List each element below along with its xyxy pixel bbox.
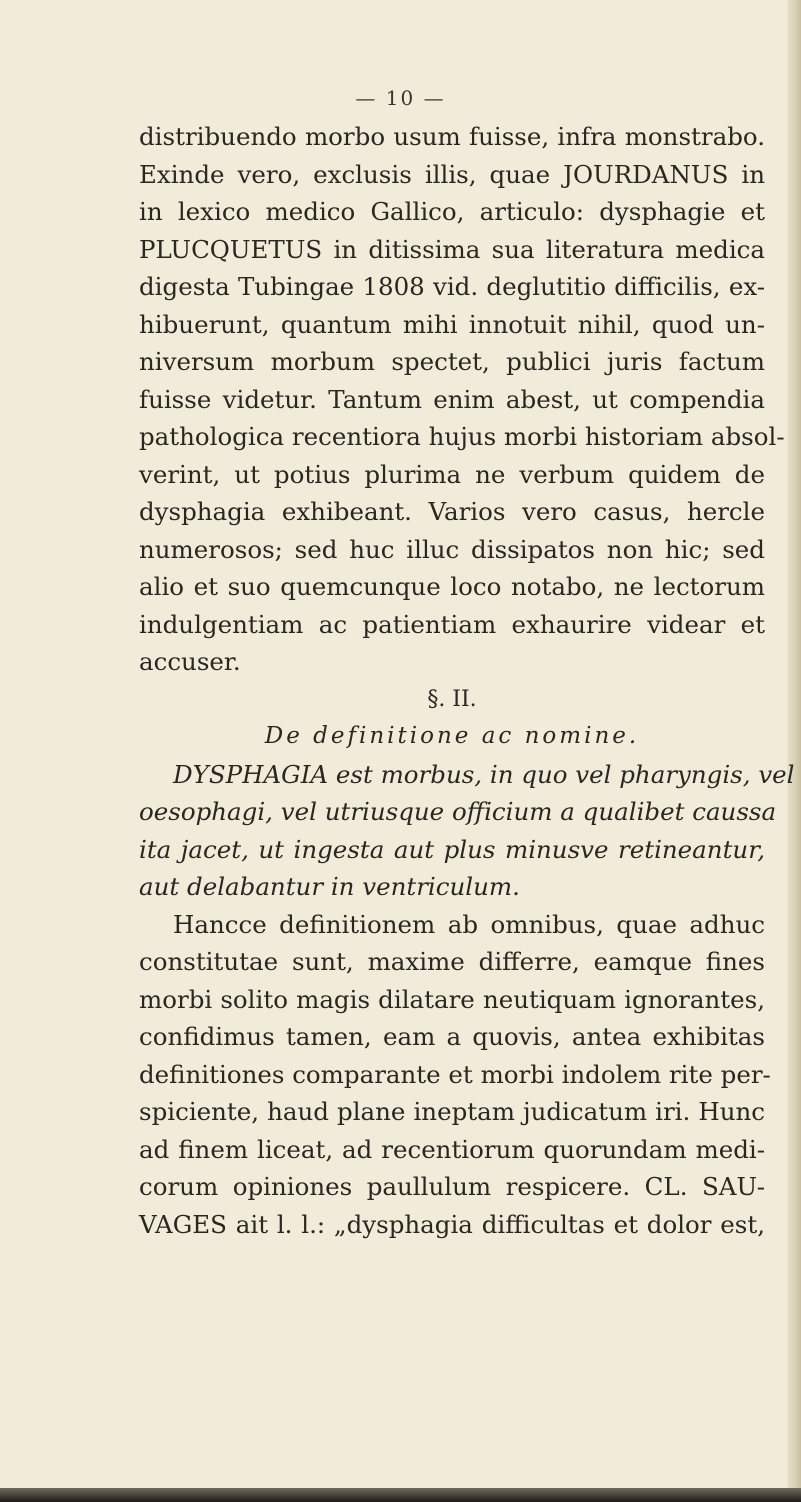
section-heading: §. II. — [427, 686, 477, 712]
definition-line: aut delabantur in ventriculum. — [139, 872, 520, 901]
text-line: in lexico medico Gallico, articulo: dysphagie et — [139, 197, 765, 226]
body-line: ad finem liceat, ad recentiorum quorundam medi- — [139, 1134, 765, 1164]
text-line: PLUCQUETUS in ditissima sua literatura medica — [139, 234, 765, 264]
text-line: dysphagia exhibeant. Varios vero casus, hercle — [139, 497, 765, 526]
body-line: VAGES ait l. l.: „dysphagia difficultas et dolor est, — [139, 1209, 765, 1239]
body-line: corum opiniones paullulum respicere. CL. SAU- — [139, 1172, 765, 1201]
definition-line: ita jacet, ut ingesta aut plus minusve retineantur, — [139, 834, 765, 864]
text-line: alio et suo quemcunque loco notabo, ne lectorum — [139, 572, 765, 601]
text-line: accuser. — [139, 647, 241, 676]
text-line: verint, ut potius plurima ne verbum quidem de — [139, 459, 765, 489]
body-line: morbi solito magis dilatare neutiquam ignorantes, — [139, 984, 765, 1014]
page-number: — 10 — — [355, 86, 446, 110]
text-line: hibuerunt, quantum mihi innotuit nihil, quod un- — [139, 309, 765, 339]
body-line: constitutae sunt, maxime differre, eamque fines — [139, 947, 765, 976]
text-line: numerosos; sed huc illuc dissipatos non hic; sed — [139, 534, 765, 564]
text-line: Exinde vero, exclusis illis, quae JOURDANUS in — [139, 159, 765, 189]
definition-line: DYSPHAGIA est morbus, in quo vel pharyngis, vel — [173, 759, 795, 789]
text-line: digesta Tubingae 1808 vid. deglutitio difficilis, ex- — [139, 272, 765, 301]
page-edge-right — [787, 0, 801, 1502]
page-edge-bottom — [0, 1488, 801, 1502]
body-line: confidimus tamen, eam a quovis, antea exhibitas — [139, 1022, 765, 1051]
body-line: spiciente, haud plane ineptam judicatum iri. Hunc — [139, 1097, 765, 1126]
body-line: Hancce definitionem ab omnibus, quae adhuc — [173, 909, 765, 939]
text-line: distribuendo morbo usum fuisse, infra monstrabo. — [139, 122, 765, 151]
body-line: definitiones comparante et morbi indolem rite per- — [139, 1059, 771, 1089]
page-text — [139, 118, 795, 1243]
text-line: fuisse videtur. Tantum enim abest, ut compendia — [139, 384, 765, 414]
definition-line: oesophagi, vel utriusque officium a qualibet caussa — [139, 797, 777, 826]
section-subtitle: De definitione ac nomine. — [264, 723, 640, 749]
text-line: pathologica recentiora hujus morbi historiam absol- — [139, 422, 785, 451]
text-line: niversum morbum spectet, publici juris factum — [139, 347, 765, 376]
text-line: indulgentiam ac patientiam exhaurire videar et — [139, 609, 765, 639]
